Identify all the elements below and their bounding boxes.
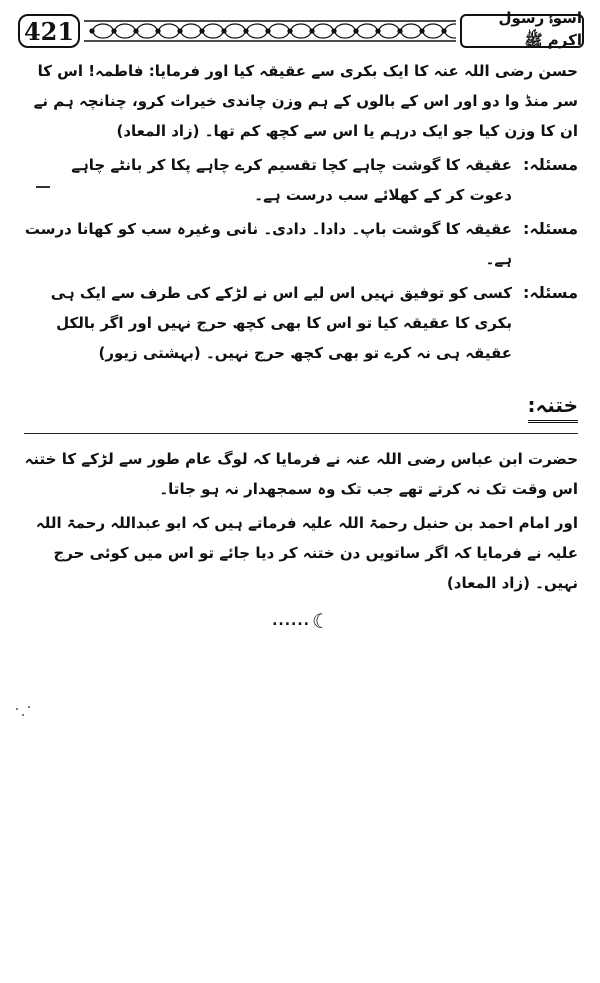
ornament-loop [269,24,289,38]
intro-paragraph: حسن رضی اللہ عنہ کا ایک بکری سے عقیقہ کیا اور فرمایا: فاطمہ! اس کا سر منڈ وا دو اور اس کے بالوں کے ہم وزن چاندی خیرات کرو، چنانچہ ہم نے ان کا وزن کیا جو ایک درہم یا اس سے کچھ کم تھا۔ (زاد المعاد) [33,62,578,140]
ornament-loop [423,24,443,38]
page-content [24,56,578,636]
ornament-dot [134,29,138,33]
ornament-loop [401,24,421,38]
ornament-loop [115,24,135,38]
masla-text: عقیقہ کا گوشت باپ۔ دادا۔ دادی۔ نانی وغیرہ سب کو کھانا درست ہے۔ [24,220,512,268]
ornament-dot [266,29,270,33]
ornament-dot [112,29,116,33]
section-divider [24,433,578,434]
end-ornament-dots: ...... [272,613,310,629]
ornament-loop [247,24,267,38]
crescent-icon: ☾ [311,609,330,633]
header-ornament-band [84,18,456,44]
ornament-dot [442,29,446,33]
ornament-loop [335,24,355,38]
ornament-dot [332,29,336,33]
ornament-dot [420,29,424,33]
ornament-loop [159,24,179,38]
masla-item [24,150,578,210]
speck [16,708,18,710]
ornament-dot [398,29,402,33]
ornament-dot [156,29,160,33]
section-paragraph: حضرت ابن عباس رضی اللہ عنہ نے فرمایا کہ لوگ عام طور سے لڑکے کا ختنہ اس وقت تک نہ کرتے تھے جب تک وہ سمجھدار نہ ہو جاتا۔ [24,450,578,498]
masla-label: مسئلہ: [522,219,578,238]
masla-item [24,214,578,274]
ornament-loop [93,24,113,38]
ornament-loop [357,24,377,38]
ornament-dot [354,29,358,33]
end-ornament [24,606,578,636]
ornament-dot [178,29,182,33]
section-paragraph: اور امام احمد بن حنبل رحمۃ اللہ علیہ فرماتے ہیں کہ ابو عبداللہ رحمۃ اللہ علیہ نے فرمایا کہ اگر ساتویں دن ختنہ کر دیا جائے تو اس میں کوئی حرج نہیں۔ (زاد المعاد) [35,514,578,592]
page-header [18,9,584,49]
page-number: 421 [18,14,80,48]
ornament-dot [288,29,292,33]
ornament-loop [203,24,223,38]
ornament-dot [376,29,380,33]
stray-mark [36,186,50,188]
masla-text: عقیقہ کا گوشت چاہے کچا تقسیم کرے چاہے پکا کر بانٹے چاہے دعوت کر کے کھلائے سب درست ہے۔ [71,156,512,204]
speck [22,714,24,716]
ornament-loop [137,24,157,38]
book-title: اسوۂ رسول اکرم ﷺ [460,14,584,48]
ornament-loop [181,24,201,38]
ornament-dot [222,29,226,33]
section-heading-khatna: ختنہ: [528,390,578,423]
ornament-loop [379,24,399,38]
ornament-dot [200,29,204,33]
speck [28,706,30,708]
ornament-dot [244,29,248,33]
masla-label: مسئلہ: [522,155,578,174]
ornament-loop [313,24,333,38]
masla-item [24,278,578,368]
masla-text: کسی کو توفیق نہیں اس لیے اس نے لڑکے کی طرف سے ایک ہی بکری کا عقیقہ کیا تو اس کا بھی کچھ حرج نہیں اور اگر بالکل عقیقہ ہی نہ کرے تو بھی کچھ حرج نہیں۔ (بہشتی زیور) [50,284,512,362]
ornament-loop [445,24,456,38]
ornament-dot [310,29,314,33]
ornament-dot [90,29,94,33]
masla-label: مسئلہ: [522,283,578,302]
ornament-loop [291,24,311,38]
ornament-loop [225,24,245,38]
